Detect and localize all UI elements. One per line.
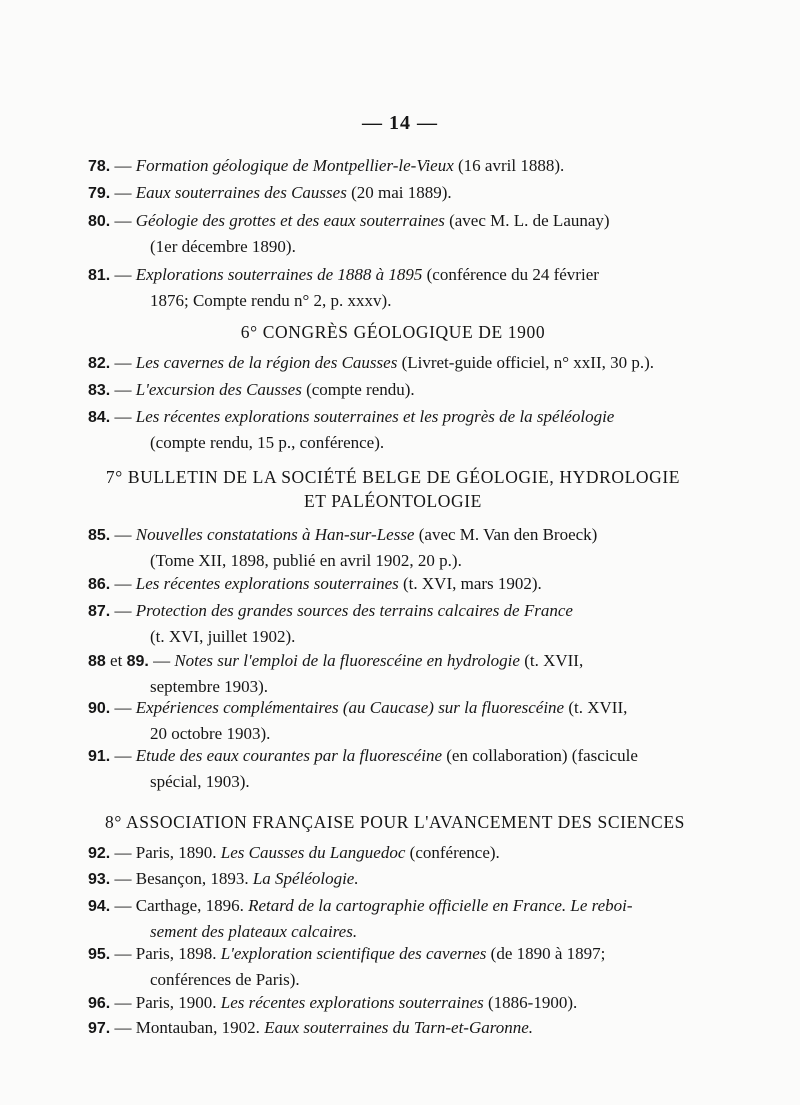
- entry-title: L'excursion des Causses: [135, 380, 302, 399]
- bibliography-entry-88-89: [88, 648, 698, 699]
- entry-detail: (Livret-guide officiel, n° xxII, 30 p.).: [397, 353, 655, 372]
- section-heading-7-line1: 7° BULLETIN DE LA SOCIÉTÉ BELGE DE GÉOLOGIE, HYDROLOGIE: [105, 467, 681, 487]
- entry-dash: —: [114, 407, 132, 426]
- entry-number: 97.: [88, 1020, 111, 1037]
- entry-title: Les cavernes de la région des Causses: [135, 353, 398, 372]
- entry-title: Protection des grandes sources des terrains calcaires de France: [135, 601, 573, 620]
- entry-dash: —: [114, 525, 132, 544]
- entry-number: 78.: [88, 158, 111, 175]
- entry-detail: (avec M. Van den Broeck): [414, 525, 598, 544]
- entry-dash: —: [114, 843, 132, 862]
- entry-dash: —: [114, 574, 132, 593]
- entry-number: 79.: [88, 185, 111, 202]
- entry-title: La Spéléologie.: [252, 869, 359, 888]
- entry-number: 88: [88, 653, 106, 670]
- entry-dash: —: [114, 1018, 132, 1037]
- entry-continuation: conférences de Paris).: [150, 970, 300, 989]
- entry-dash: —: [114, 944, 132, 963]
- entry-title: Notes sur l'emploi de la fluorescéine en hydrologie: [174, 651, 520, 670]
- entry-detail: (compte rendu).: [301, 380, 415, 399]
- entry-number: 80.: [88, 213, 111, 230]
- entry-venue: Carthage, 1896.: [135, 896, 249, 915]
- entry-dash: —: [114, 353, 132, 372]
- entry-detail: (conférence du 24 février: [422, 265, 599, 284]
- bibliography-entry-97: [88, 1015, 698, 1041]
- entry-dash: —: [153, 651, 171, 670]
- entry-continuation: (compte rendu, 15 p., conférence).: [150, 433, 385, 452]
- entry-detail: (de 1890 à 1897;: [486, 944, 606, 963]
- bibliography-entry-90: [88, 695, 698, 746]
- entry-dash: —: [114, 183, 132, 202]
- entry-title: Eaux souterraines des Causses: [135, 183, 347, 202]
- entry-dash: —: [114, 698, 132, 717]
- entry-number: 91.: [88, 748, 111, 765]
- bibliography-entry-93: [88, 866, 698, 892]
- entry-conjunction: et: [105, 651, 127, 670]
- entry-detail: (20 mai 1889).: [346, 183, 452, 202]
- section-heading-8: 8° ASSOCIATION FRANÇAISE POUR L'AVANCEMENT DES SCIENCES: [105, 812, 685, 832]
- entry-number: 83.: [88, 382, 111, 399]
- bibliography-entry-96: [88, 990, 698, 1016]
- entry-venue: Besançon, 1893.: [135, 869, 253, 888]
- entry-detail: (1886-1900).: [483, 993, 578, 1012]
- entry-title: Les Causses du Languedoc: [220, 843, 406, 862]
- entry-dash: —: [114, 601, 132, 620]
- bibliography-entry-84: [88, 404, 698, 455]
- bibliography-entry-91: [88, 743, 698, 794]
- entry-number: 85.: [88, 527, 111, 544]
- entry-title: Expériences complémentaires (au Caucase) sur la fluorescéine: [135, 698, 565, 717]
- entry-venue: Montauban, 1902.: [135, 1018, 265, 1037]
- entry-title: Explorations souterraines de 1888 à 1895: [135, 265, 423, 284]
- bibliography-entry-92: [88, 840, 698, 866]
- section-heading-7-line2: ET PALÉONTOLOGIE: [304, 491, 482, 511]
- entry-dash: —: [114, 896, 132, 915]
- bibliography-entry-82: [88, 350, 698, 376]
- entry-detail: (t. XVI, mars 1902).: [398, 574, 542, 593]
- entry-number: 95.: [88, 946, 111, 963]
- entry-continuation: (Tome XII, 1898, publié en avril 1902, 20 p.).: [150, 551, 462, 570]
- entry-number: 90.: [88, 700, 111, 717]
- entry-venue: Paris, 1890.: [135, 843, 221, 862]
- entry-dash: —: [114, 156, 132, 175]
- entry-detail: (16 avril 1888).: [453, 156, 565, 175]
- entry-detail: (avec M. L. de Launay): [444, 211, 610, 230]
- entry-number: 92.: [88, 845, 111, 862]
- entry-number: 94.: [88, 898, 111, 915]
- entry-title: Formation géologique de Montpellier-le-Vieux: [135, 156, 454, 175]
- entry-dash: —: [114, 746, 132, 765]
- entry-continuation: septembre 1903).: [150, 677, 269, 696]
- entry-title: Les récentes explorations souterraines: [135, 574, 399, 593]
- entry-venue: Paris, 1900.: [135, 993, 221, 1012]
- entry-continuation: (1er décembre 1890).: [150, 237, 296, 256]
- bibliography-entry-94: [88, 893, 698, 944]
- bibliography-entry-80: [88, 208, 698, 259]
- bibliography-entry-79: [88, 180, 698, 206]
- entry-title: Retard de la cartographie officielle en France. Le reboi-: [248, 896, 633, 915]
- entry-number: 93.: [88, 871, 111, 888]
- entry-venue: Paris, 1898.: [135, 944, 221, 963]
- entry-dash: —: [114, 265, 132, 284]
- entry-dash: —: [114, 211, 132, 230]
- entry-detail: (en collaboration) (fascicule: [442, 746, 638, 765]
- bibliography-entry-81: [88, 262, 698, 313]
- entry-number: 84.: [88, 409, 111, 426]
- bibliography-entry-95: [88, 941, 698, 992]
- entry-continuation: spécial, 1903).: [150, 772, 250, 791]
- entry-title: L'exploration scientifique des cavernes: [220, 944, 487, 963]
- entry-continuation: sement des plateaux calcaires.: [150, 922, 358, 941]
- entry-dash: —: [114, 869, 132, 888]
- entry-title: Les récentes explorations souterraines et les progrès de la spéléologie: [135, 407, 615, 426]
- entry-detail: (conférence).: [405, 843, 500, 862]
- entry-continuation: 20 octobre 1903).: [150, 724, 271, 743]
- bibliography-entry-78: [88, 153, 698, 179]
- page-number: — 14 —: [362, 112, 438, 134]
- entry-continuation: 1876; Compte rendu n° 2, p. xxxv).: [150, 291, 392, 310]
- entry-continuation: (t. XVI, juillet 1902).: [150, 627, 296, 646]
- entry-title: Eaux souterraines du Tarn-et-Garonne.: [264, 1018, 534, 1037]
- entry-number: 82.: [88, 355, 111, 372]
- entry-title: Etude des eaux courantes par la fluorescéine: [135, 746, 442, 765]
- entry-title: Nouvelles constatations à Han-sur-Lesse: [135, 525, 415, 544]
- entry-number: 86.: [88, 576, 111, 593]
- entry-title: Les récentes explorations souterraines: [220, 993, 484, 1012]
- entry-title: Géologie des grottes et des eaux souterraines: [135, 211, 445, 230]
- entry-dash: —: [114, 380, 132, 399]
- bibliography-entry-85: [88, 522, 698, 573]
- bibliography-entry-87: [88, 598, 698, 649]
- bibliography-entry-83: [88, 377, 698, 403]
- entry-detail: (t. XVII,: [564, 698, 628, 717]
- entry-number: 96.: [88, 995, 111, 1012]
- entry-number-2: 89.: [126, 653, 149, 670]
- entry-detail: (t. XVII,: [519, 651, 584, 670]
- section-heading-6: 6° CONGRÈS GÉOLOGIQUE DE 1900: [240, 322, 546, 342]
- bibliography-entry-86: [88, 571, 698, 597]
- entry-number: 81.: [88, 267, 111, 284]
- entry-dash: —: [114, 993, 132, 1012]
- entry-number: 87.: [88, 603, 111, 620]
